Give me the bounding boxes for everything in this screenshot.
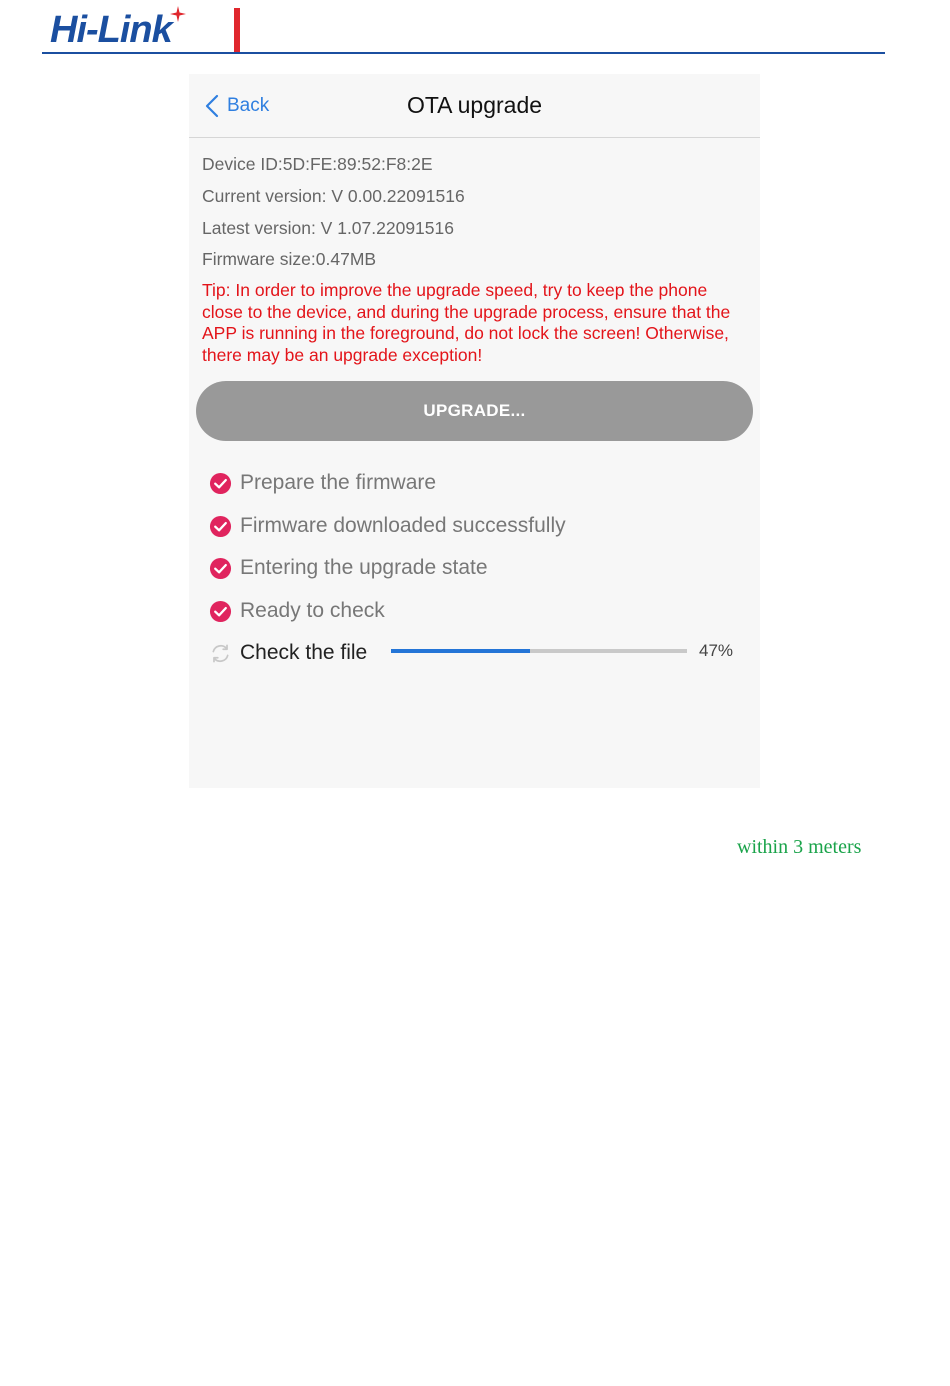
step-label: Prepare the firmware bbox=[240, 471, 437, 494]
progress-fill bbox=[391, 649, 530, 653]
step-label: Entering the upgrade state bbox=[240, 556, 488, 579]
step-entering-upgrade-state bbox=[209, 553, 488, 583]
caption-note: within 3 meters bbox=[737, 836, 862, 858]
logo-text: Hi-Link bbox=[50, 9, 172, 51]
upgrade-tip: Tip: In order to improve the upgrade speed, try to keep the phone close to the device, and during the upgrade process, ensure that the APP is running in the foreground, do not lock the screen! Otherwise, there may be an upgrade exception! bbox=[202, 280, 731, 365]
step-check-the-file bbox=[209, 638, 367, 668]
progress-percent: 47% bbox=[699, 641, 734, 660]
document-header bbox=[0, 0, 950, 60]
sync-icon bbox=[209, 642, 232, 665]
logo-red-bar bbox=[234, 8, 240, 52]
check-circle-icon bbox=[209, 600, 232, 623]
step-label: Ready to check bbox=[240, 599, 385, 622]
check-circle-icon bbox=[209, 472, 232, 495]
upgrade-button[interactable]: UPGRADE... bbox=[196, 381, 753, 441]
check-circle-icon bbox=[209, 515, 232, 538]
current-version: Current version: V 0.00.22091516 bbox=[202, 186, 465, 206]
step-prepare-firmware bbox=[209, 468, 436, 498]
logo-star-icon bbox=[170, 6, 186, 22]
progress-bar bbox=[391, 649, 687, 653]
header-divider bbox=[42, 52, 885, 54]
check-circle-icon bbox=[209, 557, 232, 580]
step-label: Check the file bbox=[240, 641, 368, 664]
navbar bbox=[189, 74, 760, 138]
step-firmware-downloaded bbox=[209, 511, 566, 541]
step-label: Firmware downloaded successfully bbox=[240, 514, 566, 537]
step-ready-to-check bbox=[209, 596, 385, 626]
device-id: Device ID:5D:FE:89:52:F8:2E bbox=[202, 154, 433, 174]
back-label: Back bbox=[227, 95, 270, 116]
firmware-size: Firmware size:0.47MB bbox=[202, 249, 377, 269]
latest-version: Latest version: V 1.07.22091516 bbox=[202, 218, 454, 238]
phone-screen bbox=[189, 74, 760, 788]
page-title: OTA upgrade bbox=[406, 92, 543, 118]
